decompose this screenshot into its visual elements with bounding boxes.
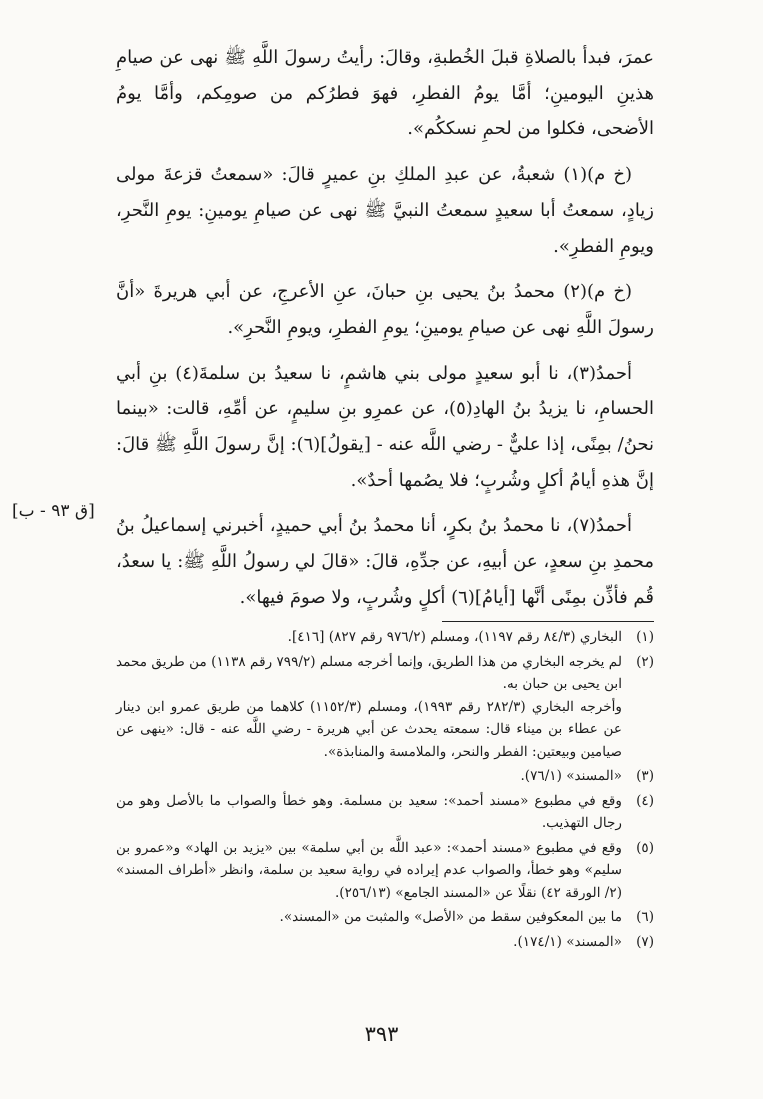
paragraph-1: عمرَ، فبدأ بالصلاةِ قبلَ الخُطبةِ، وقالَ: رأيتُ رسولَ اللَّهِ ﷺ نهى عن صيامِ هذينِ اليومينِ؛ أمَّا يومُ الفطرِ، فهوَ فطرُكم من صومِكم، وأمَّا يومُ الأضحى، فكلوا من لحمِ نسككُم».: [116, 47, 654, 140]
manuscript-folio-note: [ق ٩٣ - ب]: [12, 501, 95, 521]
paragraph-3: (خ م)(٢) محمدُ بنُ يحيى بنِ حبانَ، عنِ الأعرجِ، عن أبي هريرةَ «أنَّ رسولَ اللَّهِ نهى عن صيامِ يومينِ؛ يومِ الفطرِ، ويومِ النَّحرِ».: [116, 281, 654, 338]
main-text: [116, 40, 654, 626]
footnotes: [116, 626, 654, 955]
footnote-text: وقع في مطبوع «مسند أحمد»: سعيد بن مسلمة. وهو خطأ والصواب ما بالأصل وهو من رجال التهذيب.: [116, 792, 622, 831]
footnote-divider: [442, 621, 654, 622]
footnote-number: (٢): [636, 653, 654, 670]
footnote-number: (٧): [636, 933, 654, 950]
footnote-number: (٦): [636, 909, 654, 925]
footnote-item: [116, 626, 654, 649]
footnote-item: [116, 765, 654, 788]
footnote-item: [116, 906, 654, 929]
paragraph-4: أحمدُ(٣)، نا أبو سعيدٍ مولى بني هاشمٍ، نا سعيدُ بن سلمةَ(٤) بنِ أبي الحسامِ، نا يزيدُ بنُ الهادِ(٥)، عن عمرِو بنِ سليمٍ، عن أمِّهِ، قالت: «بينما نحنُ/ بمِنًى، إذا عليٌّ - رضي اللَّه عنه - [يقولُ](٦): إنَّ رسولَ اللَّهِ ﷺ قالَ: إنَّ هذهِ أيامُ أكلٍ وشُربٍ؛ فلا يصُمها أحدٌ».: [116, 362, 655, 491]
footnote-item: [116, 931, 654, 954]
footnote-item: [116, 790, 654, 835]
footnote-number: (٣): [636, 768, 654, 784]
footnote-item: [116, 651, 654, 764]
footnote-text: لم يخرجه البخاري من هذا الطريق، وإنما أخرجه مسلم (٧٩٩/٢ رقم ١١٣٨) من طريق محمد ابن يحيى بن حبان به.: [116, 653, 622, 692]
footnote-number: (١): [636, 629, 654, 645]
page-number: ٣٩٣: [364, 1022, 399, 1046]
footnote-number: (٥): [636, 839, 654, 856]
paragraph-5: أحمدُ(٧)، نا محمدُ بنُ بكرٍ، أنا محمدُ بنُ أبي حميدٍ، أخبرني إسماعيلُ بنُ محمدِ بنِ سعدٍ، عن أبيهِ، عن جدِّهِ، قالَ: «قالَ لي رسولُ اللَّهِ ﷺ: يا سعدُ، قُم فأذِّن بمِنًى أنَّها [أيامُ](٦) أكلٍ وشُربٍ، ولا صومَ فيها».: [116, 515, 654, 608]
footnote-text: ما بين المعكوفين سقط من «الأصل» والمثبت من «المسند».: [279, 909, 622, 925]
footnote-text: «المسند» (٧٦/١).: [520, 768, 622, 784]
footnote-text: وأخرجه البخاري (٢٨٢/٣ رقم ١٩٩٣)، ومسلم (١١٥٢/٣) كلاهما من طريق عمرو ابن دينار عن عطاء بن ميناء قال: سمعته يحدث عن أبي هريرة - رضي اللَّه عنه - قال: «ينهى عن صيامين وبيعتين: الفطر والنحر، والملامسة والمنابذة».: [116, 698, 622, 760]
footnote-number: (٤): [636, 792, 654, 809]
paragraph-2: (خ م)(١) شعبةُ، عن عبدِ الملكِ بنِ عميرٍ قالَ: «سمعتُ قزعةَ مولى زيادٍ، سمعتُ أبا سعيدٍ سمعتُ النبيَّ ﷺ نهى عن صيامِ يومينِ: يومِ النَّحرِ، ويومِ الفطرِ».: [116, 164, 654, 257]
footnote-item: [116, 837, 654, 905]
footnote-text: البخاري (٨٤/٣ رقم ١١٩٧)، ومسلم (٩٧٦/٢ رقم ٨٢٧) [٤١٦].: [287, 629, 622, 645]
footnote-text: وقع في مطبوع «مسند أحمد»: «عبد اللَّه بن أبي سلمة» بين «يزيد بن الهاد» و«عمرو بن سليم» وهو خطأ، والصواب عدم إيراده في رواية سعيد بن سلمة، وانظر «أطراف المسند» (٢/ الورقة ٤٢) نقلًا عن «المسند الجامع» (٢٥٦/١٣).: [116, 839, 622, 901]
footnote-text: «المسند» (١٧٤/١).: [513, 933, 622, 950]
